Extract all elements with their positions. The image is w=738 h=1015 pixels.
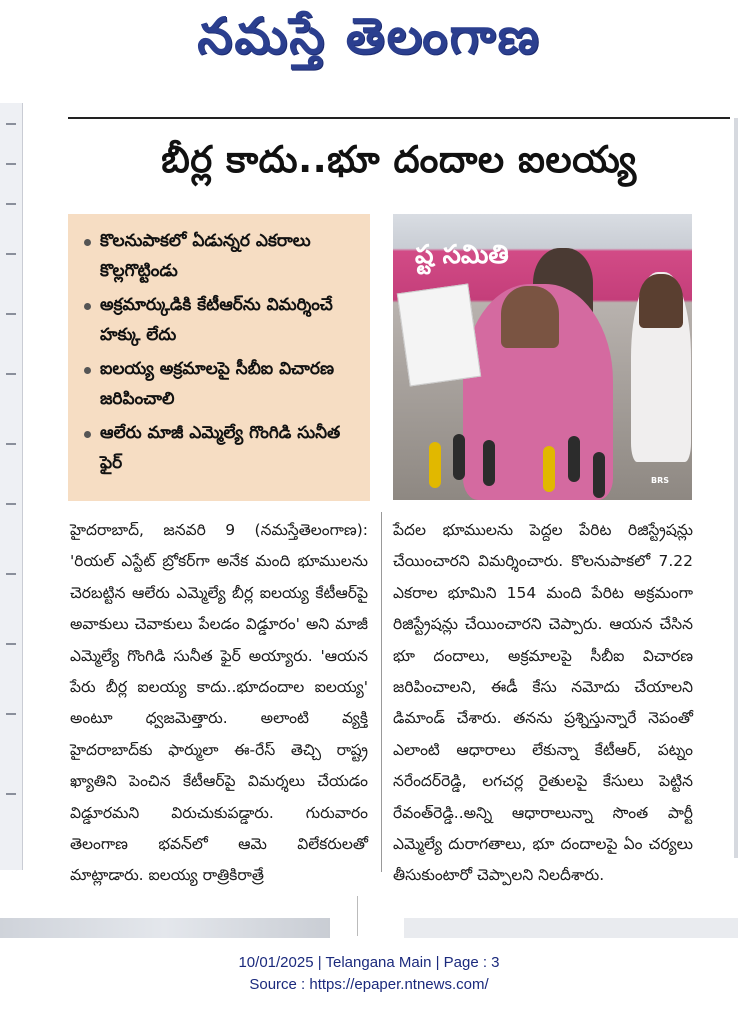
highlight-item [84,226,356,286]
highlight-item [84,354,356,414]
next-article-strip-right [404,918,738,938]
strip-mark [6,203,16,205]
press-conference-photo [393,214,692,500]
adjacent-page-strip-right [734,118,738,858]
headline: బీర్ల కాదు..భూ దందాల ఐలయ్య [161,138,637,181]
article-body-right: పేదల భూములను పెద్దల పేరిట రిజిస్ట్రేషన్లు చేయించారని విమర్శించారు. కొలనుపాకలో 7.22 ఎకరాల భూమిని 154 మంది పేరిట అక్రమంగా రిజిస్ట్రేషన్లు చేయించారని చెప్పారు. ఆయన చేసిన భూ దందాలు, అక్రమాలపై సీబీఐ విచారణ జరిపించాలని, ఈడీ కేసు నమోదు చేయాలని డిమాండ్ చేశారు. తనను ప్రశ్నిస్తున్నారే నెపంతో ఎలాంటి ఆధారాలు లేకున్నా కేటీఆర్, పట్నం నరేందర్‌రెడ్డి, లగచర్ల రైతులపై కేసులు పెట్టిన రేవంత్‌రెడ్డి..అన్ని ఆధారాలున్నా సొంత పార్టీ ఎమ్మెల్యే దురాగతాలు, భూ దందాలపై ఏం చర్యలు తీసుకుంటారో చెప్పాలని నిలదీశారు. [393,521,693,885]
highlight-text: అక్రమార్కుడికి కేటీఆర్‌ను విమర్శించే హక్కు లేదు [100,295,333,345]
strip-mark [6,123,16,125]
microphone [568,436,580,482]
strip-mark [6,573,16,575]
microphone [453,434,465,480]
strip-mark [6,503,16,505]
speaker-head [501,286,559,348]
strip-mark [6,253,16,255]
microphone [429,442,441,488]
microphone [593,452,605,498]
highlight-text: ఆలేరు మాజీ ఎమ్మెల్యే గొంగిడి సునీత ఫైర్ [100,423,341,473]
strip-mark [6,443,16,445]
strip-mark [6,313,16,315]
masthead-logo: నమస్తే తెలంగాణ [197,6,541,65]
column-divider [381,512,382,872]
microphone [543,446,555,492]
bottom-divider [357,896,358,936]
strip-mark [6,713,16,715]
highlight-text: ఐలయ్య అక్రమాలపై సీబీఐ విచారణ జరిపించాలి [100,359,335,409]
adjacent-page-strip-left [0,103,23,870]
bullet-icon [84,431,91,438]
highlights-box [68,214,370,501]
brs-badge: BRS [651,476,670,485]
strip-mark [6,373,16,375]
microphone [483,440,495,486]
footer [0,952,738,996]
bullet-icon [84,367,91,374]
document-sheet [397,283,481,386]
photo-banner-text: ష్ట సమితి [415,240,509,270]
bullet-icon [84,239,91,246]
next-article-strip-left [0,918,330,938]
strip-mark [6,793,16,795]
highlight-item [84,290,356,350]
masthead [0,0,738,80]
strip-mark [6,163,16,165]
highlight-text: కొలనుపాకలో ఏడున్నర ఎకరాలు కొల్లగొట్టిండు [100,231,311,281]
person-head [639,274,683,328]
footer-source-line: Source : https://epaper.ntnews.com/ [249,976,489,993]
bullet-icon [84,303,91,310]
strip-mark [6,643,16,645]
top-rule [68,117,730,119]
article-body-left: హైదరాబాద్, జనవరి 9 (నమస్తేతెలంగాణ): 'రియల్ ఎస్టేట్ బ్రోకర్‌గా అనేక మంది భూములను చెరబట్టిన ఆలేరు ఎమ్మెల్యే బీర్ల ఐలయ్య కేటీఆర్‌పై అవాకులు చెవాకులు పేలడం విడ్డూరం' అని మాజీ ఎమ్మెల్యే గొంగిడి సునీత ఫైర్ అయ్యారు. 'ఆయన పేరు బీర్ల ఐలయ్య కాదు..భూదందాల ఐలయ్య' అంటూ ధ్వజమెత్తారు. అలాంటి వ్యక్తి హైదరాబాద్‌కు ఫార్ములా ఈ-రేస్ తెచ్చి రాష్ట్ర ఖ్యాతిని పెంచిన కేటీఆర్‌పై విమర్శలు చేయడం విడ్డూరమని విరుచుకుపడ్డారు. గురువారం తెలంగాణ భవన్‌లో ఆమె విలేకరులతో మాట్లాడారు. ఐలయ్య రాత్రికిరాత్రే [70,521,368,885]
footer-date-line: 10/01/2025 | Telangana Main | Page : 3 [238,954,500,971]
highlight-item [84,418,356,478]
